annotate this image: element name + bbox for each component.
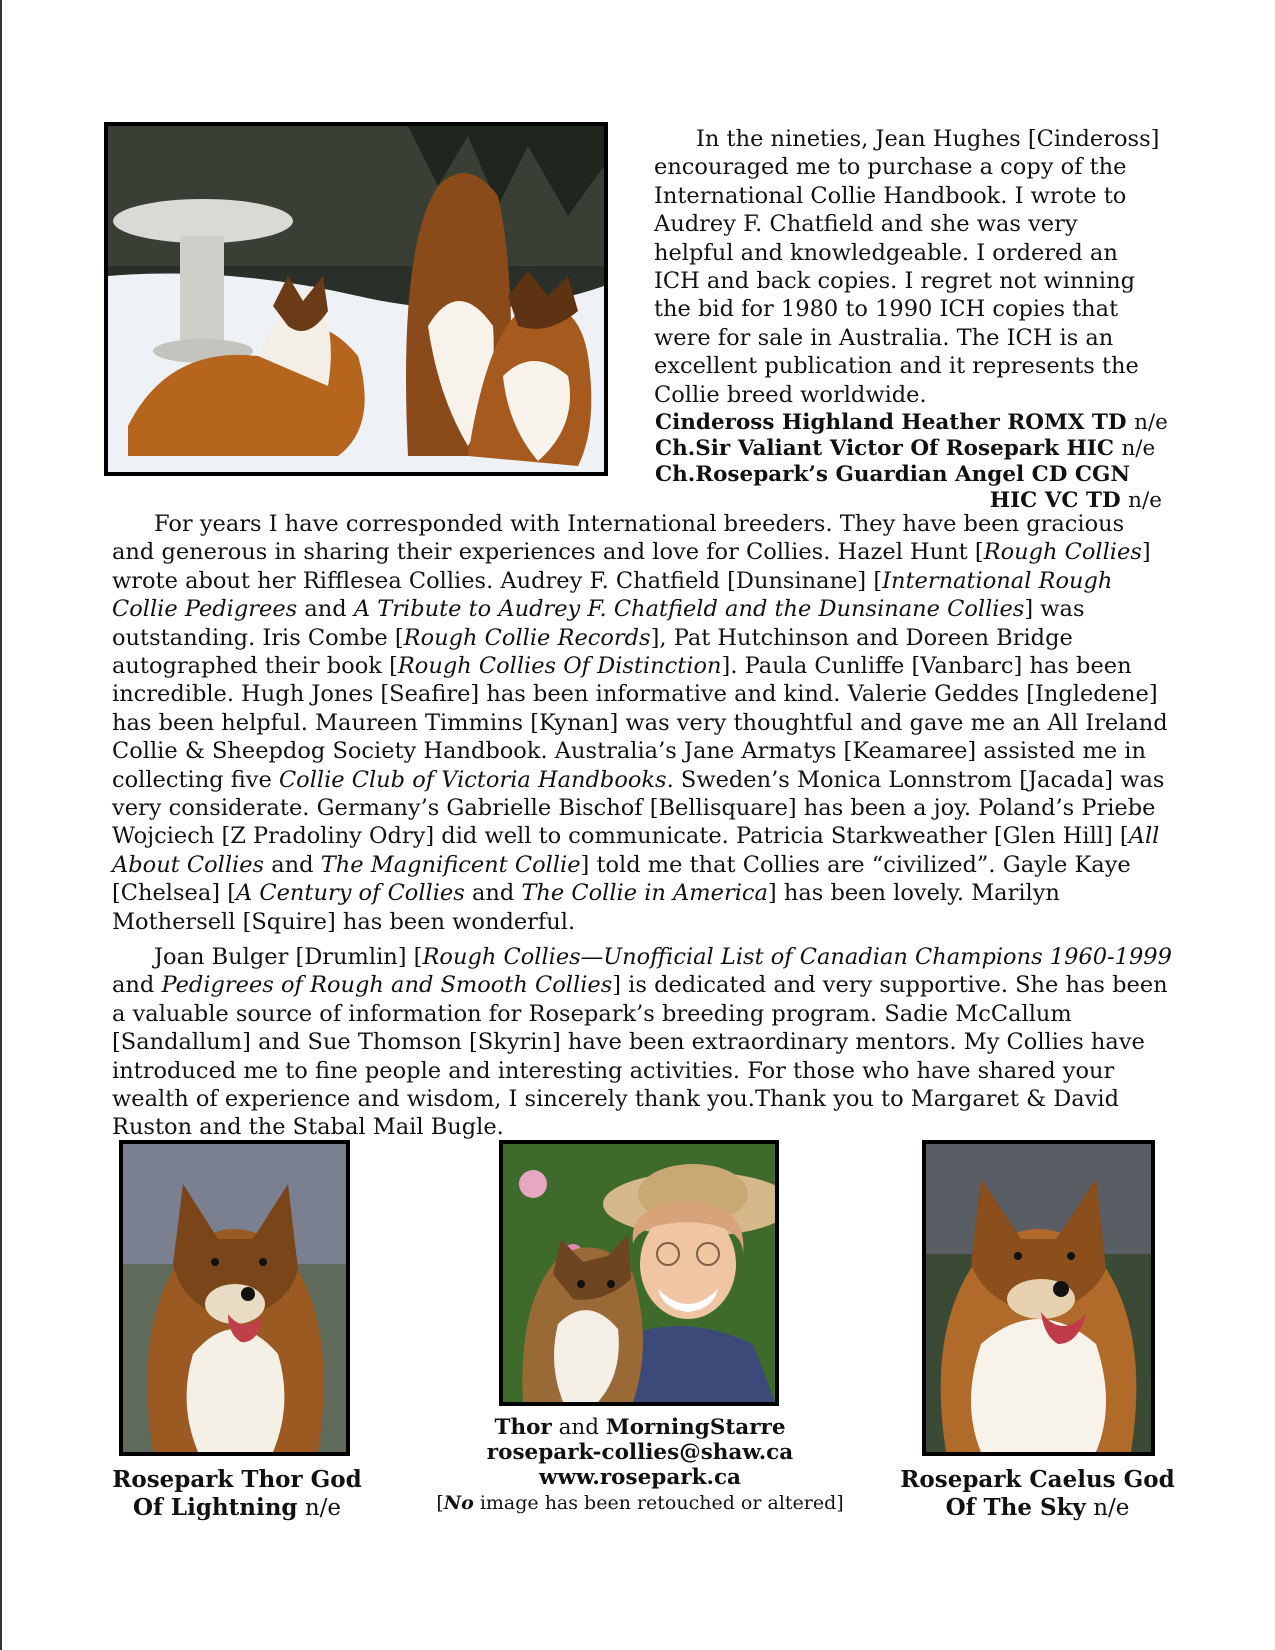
caption-line: Of Lightning [132,1494,298,1521]
ne-tag: n/e [1121,436,1156,461]
caelus-portrait-photo [922,1140,1155,1456]
caption-line: Of The Sky [945,1494,1086,1521]
ne-tag: n/e [1134,410,1168,435]
center-caption [420,1415,860,1516]
intro-paragraph [654,125,1164,409]
dog-name: HIC VC TD [989,488,1121,513]
intro-text: In the nineties, Jean Hughes [Cindeross] encouraged me to purchase a copy of the International Collie Handbook. I wrote to Audrey F. Chatfield and she was very helpful and knowledgeable. I ordered an ICH and back copies. I regret not winning the bid for 1980 to 1990 ICH copies that were for sale in Australia. The ICH is an excellent publication and it represents the Collie breed worldwide. [654,126,1160,408]
email-link[interactable]: rosepark-collies@shaw.ca [486,1440,794,1465]
dog-titles-list [655,410,1175,514]
ne-tag: n/e [304,1495,342,1521]
breeders-paragraph [112,510,1172,936]
thor-name: Thor [494,1415,552,1440]
thor-portrait-photo [119,1140,350,1456]
dog-title-victor [655,436,1175,462]
ne-tag: n/e [1128,488,1162,513]
dog-name: Ch.Sir Valiant Victor Of Rosepark HIC [655,436,1114,461]
and-word: and [558,1415,600,1440]
page-left-edge [0,0,2,1650]
caption-line: Rosepark Caelus God [900,1466,1175,1493]
mentors-paragraph [112,943,1182,1142]
mentors-text: Joan Bulger [Drumlin] [Rough Collies—Unofficial List of Canadian Champions 1960-1999 and Pedigrees of Rough and Smooth Collies] is dedicated and very supportive. She has been a valuable source of information for Rosepark’s breeding program. Sadie McCallum [Sandallum] and Sue Thomson [Skyrin] have been extraordinary mentors. My Collies have introduced me to fine people and interesting activities. For those who have shared your wealth of experience and wisdom, I sincerely thank you.Thank you to Margaret & David Ruston and the Stabal Mail Bugle. [112,944,1172,1141]
thor-caption [92,1466,382,1522]
dog-name: Ch.Rosepark’s Guardian Angel CD CGN [655,462,1131,487]
collies-in-snow-photo [104,122,608,476]
ne-tag: n/e [1093,1495,1130,1521]
dog-name: Cindeross Highland Heather ROMX TD [655,410,1127,435]
dog-title-angel [655,462,1175,488]
dog-title-heather [655,410,1175,436]
thor-and-morningstarre-photo [499,1140,779,1406]
website-link[interactable]: www.rosepark.ca [539,1465,741,1490]
caption-line: Rosepark Thor God [112,1466,362,1493]
retouch-note: [No image has been retouched or altered] [436,1492,844,1514]
morningstarre-name: MorningStarre [605,1415,786,1440]
caelus-caption [870,1466,1205,1522]
breeders-text: For years I have corresponded with International breeders. They have been gracious and generous in sharing their experiences and love for Collies. Hazel Hunt [Rough Collies] wrote about her Rifflesea Collies. Audrey F. Chatfield [Dunsinane] [International Rough Collie Pedigrees and A Tribute to Audrey F. Chatfield and the Dunsinane Collies] was outstanding. Iris Combe [Rough Collie Records], Pat Hutchinson and Doreen Bridge autographed their book [Rough Collies Of Distinction]. Paula Cunliffe [Vanbarc] has been incredible. Hugh Jones [Seafire] has been informative and kind. Valerie Geddes [Ingledene] has been helpful. Maureen Timmins [Kynan] was very thoughtful and gave me an All Ireland Collie & Sheepdog Society Handbook. Australia’s Jane Armatys [Keamaree] assisted me in collecting five Collie Club of Victoria Handbooks. Sweden’s Monica Lonnstrom [Jacada] was very considerate. Germany’s Gabrielle Bischof [Bellisquare] has been a joy. Poland’s Priebe Wojciech [Z Pradoliny Odry] did well to communicate. Patricia Starkweather [Glen Hill] [All About Collies and The Magnificent Collie] told me that Collies are “civilized”. Gayle Kaye [Chelsea] [A Century of Collies and The Collie in America] has been lovely. Marilyn Mothersell [Squire] has been wonderful. [112,511,1168,935]
